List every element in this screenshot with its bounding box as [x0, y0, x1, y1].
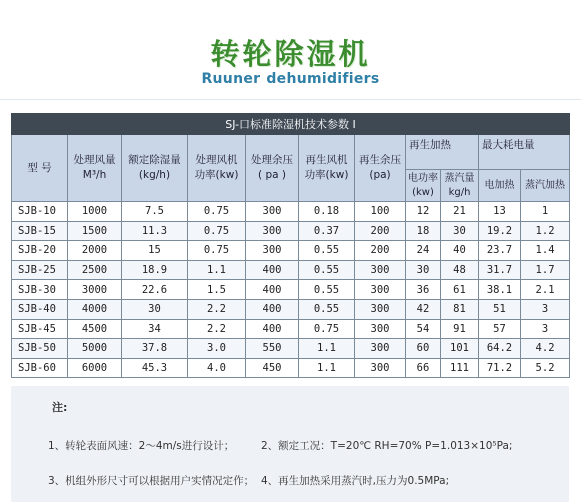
- value-cell: 66: [406, 358, 441, 378]
- model-cell: SJB-30: [12, 280, 68, 300]
- value-cell: 0.75: [299, 319, 355, 339]
- value-cell: 45.3: [122, 358, 188, 378]
- value-cell: 1.2: [521, 221, 570, 241]
- value-cell: 1.4: [521, 241, 570, 261]
- spec-table: [11, 113, 570, 378]
- value-cell: 31.7: [479, 260, 521, 280]
- value-cell: 2500: [68, 260, 122, 280]
- model-cell: SJB-50: [12, 339, 68, 359]
- header-model: 型 号: [12, 135, 68, 202]
- table-row: [12, 260, 570, 280]
- title-english-word-1: Ruuner: [201, 71, 261, 87]
- value-cell: 2000: [68, 241, 122, 261]
- value-cell: 4500: [68, 319, 122, 339]
- page-header: [0, 0, 581, 100]
- value-cell: 550: [246, 339, 299, 359]
- header-max-steam: 蒸汽加热: [521, 170, 570, 202]
- value-cell: 1.1: [299, 339, 355, 359]
- value-cell: 30: [122, 299, 188, 319]
- header-airflow: 处理风量 M³/h: [68, 135, 122, 202]
- value-cell: 57: [479, 319, 521, 339]
- value-cell: 300: [355, 319, 406, 339]
- model-cell: SJB-10: [12, 202, 68, 222]
- value-cell: 36: [406, 280, 441, 300]
- header-max-power: 最大耗电量: [479, 135, 570, 170]
- value-cell: 5000: [68, 339, 122, 359]
- header-steam: 蒸汽量 kg/h: [441, 170, 479, 202]
- value-cell: 2.1: [521, 280, 570, 300]
- value-cell: 300: [355, 260, 406, 280]
- value-cell: 1.5: [188, 280, 246, 300]
- value-cell: 1.1: [188, 260, 246, 280]
- model-cell: SJB-40: [12, 299, 68, 319]
- value-cell: 2.2: [188, 299, 246, 319]
- model-cell: SJB-15: [12, 221, 68, 241]
- header-regen-pressure: 再生余压 (pa): [355, 135, 406, 202]
- value-cell: 1500: [68, 221, 122, 241]
- table-row: [12, 299, 570, 319]
- value-cell: 400: [246, 299, 299, 319]
- value-cell: 51: [479, 299, 521, 319]
- value-cell: 13: [479, 202, 521, 222]
- header-regen-fan: 再生风机 功率(kw): [299, 135, 355, 202]
- value-cell: 54: [406, 319, 441, 339]
- value-cell: 3000: [68, 280, 122, 300]
- value-cell: 1000: [68, 202, 122, 222]
- value-cell: 23.7: [479, 241, 521, 261]
- value-cell: 22.6: [122, 280, 188, 300]
- table-row: [12, 241, 570, 261]
- title-chinese: 转轮除湿机: [210, 37, 371, 71]
- table-row: [12, 221, 570, 241]
- value-cell: 300: [355, 358, 406, 378]
- value-cell: 3.0: [188, 339, 246, 359]
- value-cell: 0.55: [299, 260, 355, 280]
- value-cell: 1.1: [299, 358, 355, 378]
- value-cell: 3: [521, 319, 570, 339]
- value-cell: 11.3: [122, 221, 188, 241]
- value-cell: 101: [441, 339, 479, 359]
- value-cell: 4.0: [188, 358, 246, 378]
- note-3: 3、机组外形尺寸可以根据用户实情况定作；: [48, 475, 255, 487]
- value-cell: 1.7: [521, 260, 570, 280]
- value-cell: 40: [441, 241, 479, 261]
- value-cell: 18: [406, 221, 441, 241]
- model-cell: SJB-20: [12, 241, 68, 261]
- header-max-elec: 电加热: [479, 170, 521, 202]
- value-cell: 3: [521, 299, 570, 319]
- value-cell: 200: [355, 221, 406, 241]
- value-cell: 300: [355, 299, 406, 319]
- value-cell: 7.5: [122, 202, 188, 222]
- value-cell: 30: [441, 221, 479, 241]
- table-row: [12, 339, 570, 359]
- value-cell: 81: [441, 299, 479, 319]
- value-cell: 300: [246, 202, 299, 222]
- table-row: [12, 280, 570, 300]
- table-caption: SJ-口标准除湿机技术参数 I: [12, 114, 570, 135]
- value-cell: 91: [441, 319, 479, 339]
- value-cell: 0.55: [299, 241, 355, 261]
- value-cell: 19.2: [479, 221, 521, 241]
- header-divider: [0, 99, 581, 100]
- model-cell: SJB-45: [12, 319, 68, 339]
- value-cell: 0.37: [299, 221, 355, 241]
- value-cell: 60: [406, 339, 441, 359]
- value-cell: 34: [122, 319, 188, 339]
- value-cell: 38.1: [479, 280, 521, 300]
- note-2: 2、额定工况：T=20℃ RH=70% P=1.013×10⁵Pa;: [261, 440, 513, 452]
- header-process-fan: 处理风机 功率(kw): [188, 135, 246, 202]
- note-1: 1、转轮表面风速：2～4m/s进行设计；: [48, 440, 235, 452]
- value-cell: 48: [441, 260, 479, 280]
- title-english: [0, 71, 581, 87]
- notes-label: 注:: [52, 401, 68, 414]
- table-row: [12, 202, 570, 222]
- value-cell: 24: [406, 241, 441, 261]
- header-regen-heating: 再生加热: [406, 135, 479, 170]
- value-cell: 0.18: [299, 202, 355, 222]
- value-cell: 300: [246, 221, 299, 241]
- value-cell: 6000: [68, 358, 122, 378]
- value-cell: 71.2: [479, 358, 521, 378]
- value-cell: 450: [246, 358, 299, 378]
- note-4: 4、再生加热采用蒸汽时,压力为0.5MPa;: [261, 475, 450, 487]
- notes-panel: [11, 386, 569, 502]
- value-cell: 0.55: [299, 299, 355, 319]
- value-cell: 200: [355, 241, 406, 261]
- value-cell: 2.2: [188, 319, 246, 339]
- value-cell: 18.9: [122, 260, 188, 280]
- value-cell: 400: [246, 280, 299, 300]
- value-cell: 1: [521, 202, 570, 222]
- value-cell: 0.75: [188, 241, 246, 261]
- value-cell: 400: [246, 260, 299, 280]
- header-elec-power: 电功率 (kw): [406, 170, 441, 202]
- value-cell: 0.75: [188, 202, 246, 222]
- value-cell: 42: [406, 299, 441, 319]
- value-cell: 111: [441, 358, 479, 378]
- value-cell: 300: [246, 241, 299, 261]
- value-cell: 21: [441, 202, 479, 222]
- value-cell: 4000: [68, 299, 122, 319]
- header-rated-dehumidification: 额定除湿量 (kg/h): [122, 135, 188, 202]
- value-cell: 12: [406, 202, 441, 222]
- model-cell: SJB-60: [12, 358, 68, 378]
- model-cell: SJB-25: [12, 260, 68, 280]
- value-cell: 300: [355, 339, 406, 359]
- value-cell: 300: [355, 280, 406, 300]
- table-row: [12, 319, 570, 339]
- table-body: [12, 202, 570, 378]
- header-process-pressure: 处理余压 ( pa ): [246, 135, 299, 202]
- title-english-word-2: dehumidifiers: [266, 71, 380, 87]
- table-row: [12, 358, 570, 378]
- value-cell: 30: [406, 260, 441, 280]
- value-cell: 37.8: [122, 339, 188, 359]
- value-cell: 15: [122, 241, 188, 261]
- value-cell: 0.75: [188, 221, 246, 241]
- value-cell: 4.2: [521, 339, 570, 359]
- value-cell: 5.2: [521, 358, 570, 378]
- value-cell: 400: [246, 319, 299, 339]
- value-cell: 61: [441, 280, 479, 300]
- value-cell: 100: [355, 202, 406, 222]
- value-cell: 0.55: [299, 280, 355, 300]
- value-cell: 64.2: [479, 339, 521, 359]
